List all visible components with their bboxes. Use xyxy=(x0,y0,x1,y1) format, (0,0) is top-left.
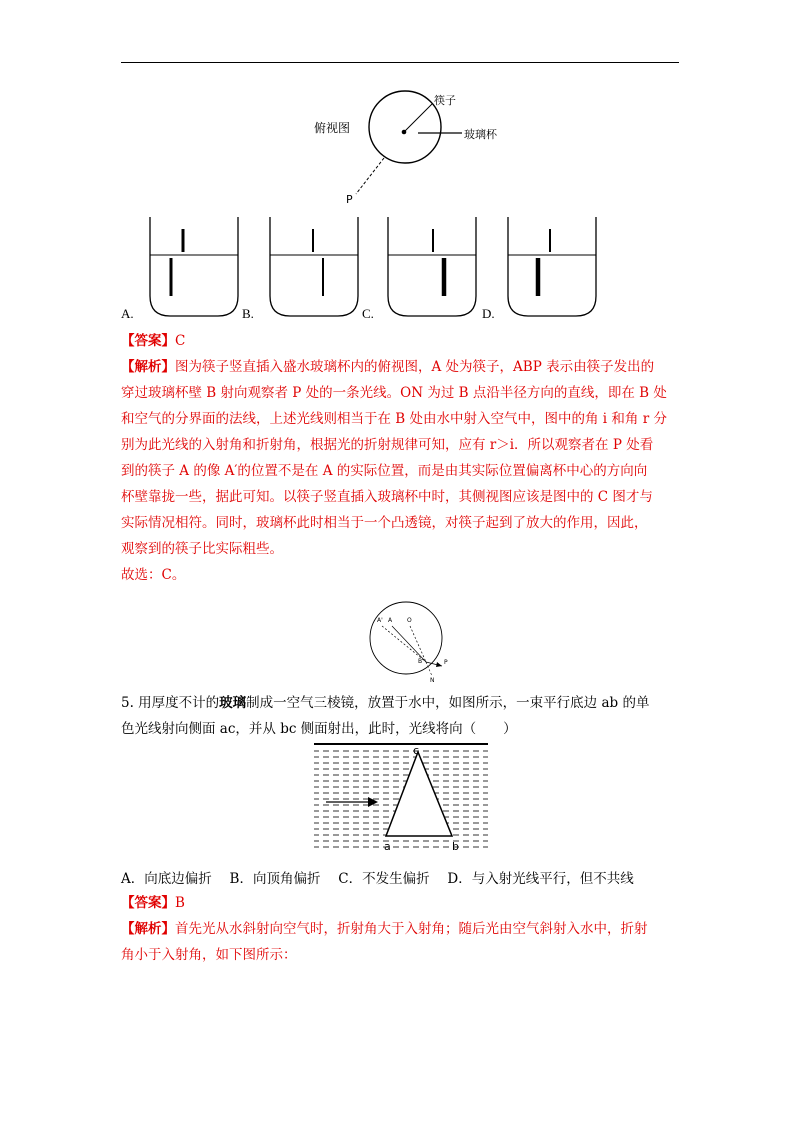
cup-a xyxy=(150,217,238,316)
q5-answer-value: B xyxy=(175,895,185,911)
top-view-figure xyxy=(300,90,520,210)
label-b: B xyxy=(418,658,423,665)
cup-options-figure xyxy=(140,214,610,320)
label-glass: 玻璃杯 xyxy=(464,128,497,141)
label-o: O xyxy=(407,617,412,624)
cup-b xyxy=(270,217,358,316)
prism-figure xyxy=(312,742,490,856)
q5-analysis xyxy=(121,916,681,968)
q4-analysis-line-2: 穿过玻璃杯壁 B 射向观察者 P 处的一条光线。ON 为过 B 点沿半径方向的直线，即在 B 处 xyxy=(121,385,667,401)
q4-analysis-tag: 【解析】 xyxy=(121,359,175,375)
label-a: A xyxy=(388,617,393,624)
analysis-figure xyxy=(360,600,460,688)
q4-analysis-line-1: 【解析】图为筷子竖直插入盛水玻璃杯内的俯视图，A 处为筷子，ABP 表示由筷子发出的 xyxy=(121,359,655,375)
q4-conclusion: 故选：C。 xyxy=(121,567,186,583)
header-rule xyxy=(121,62,679,63)
prism-label-a: a xyxy=(384,840,391,853)
label-chopstick: 筷子 xyxy=(434,94,456,107)
option-b-label: B. xyxy=(242,306,254,321)
q5-analysis-line-2: 角小于入射角，如下图所示： xyxy=(121,947,297,963)
q4-analysis-line-8: 观察到的筷子比实际粗些。 xyxy=(121,541,283,557)
q5-answer-tag: 【答案】 xyxy=(121,895,175,911)
option-c-label: C. xyxy=(362,306,374,321)
q4-analysis-line-7: 实际情况相符。同时，玻璃杯此时相当于一个凸透镜，对筷子起到了放大的作用，因此， xyxy=(121,515,648,531)
q5-stem-line-2: 色光线射向侧面 ac，并从 bc 侧面射出，此时，光线将向（ ） xyxy=(121,721,517,737)
q4-analysis-line-4: 别为此光线的入射角和折射角，根据光的折射规律可知，应有 r＞i．所以观察者在 P 处看 xyxy=(121,437,654,453)
label-top-view: 俯视图 xyxy=(314,121,351,135)
q4-analysis-line-6: 杯壁靠拢一些，据此可知。以筷子竖直插入玻璃杯中时，其侧视图应该是图中的 C 图才与 xyxy=(121,489,653,505)
label-a-prime: A' xyxy=(377,617,383,624)
q5-analysis-line-1: 【解析】首先光从水斜射向空气时，折射角大于入射角；随后光由空气斜射入水中，折射 xyxy=(121,921,648,937)
q4-analysis xyxy=(121,354,681,562)
q4-analysis-line-3: 和空气的分界面的法线，上述光线则相当于在 B 处由水中射入空气中，图中的角 i 和角 r 分 xyxy=(121,411,667,427)
prism-label-c: c xyxy=(413,744,420,757)
cup-c xyxy=(388,217,476,316)
q4-answer xyxy=(121,328,681,354)
q5-answer xyxy=(121,890,681,916)
label-n: N xyxy=(430,677,435,684)
q5-stem xyxy=(121,690,681,742)
q4-analysis-line-5: 到的筷子 A 的像 A′的位置不是在 A 的实际位置，而是由其实际位置偏离杯中心的方向向 xyxy=(121,463,648,479)
label-p-small: P xyxy=(444,659,448,666)
q4-answer-tag: 【答案】 xyxy=(121,333,175,349)
cup-d xyxy=(508,217,596,316)
option-a-label: A. xyxy=(121,306,134,321)
q5-stem-line-1: 5. 用厚度不计的玻璃制成一空气三棱镜，放置于水中，如图所示，一束平行底边 ab 的单 xyxy=(121,695,650,711)
q4-answer-value: C xyxy=(175,333,186,349)
q5-options: A．向底边偏折 B．向顶角偏折 C．不发生偏折 D．与入射光线平行，但不共线 xyxy=(121,871,634,887)
q5-analysis-tag: 【解析】 xyxy=(121,921,175,937)
label-p: P xyxy=(346,193,353,206)
prism-label-b: b xyxy=(452,840,459,853)
option-d-label: D. xyxy=(482,306,495,321)
q5-stem-bold-word: 玻璃 xyxy=(219,695,247,711)
